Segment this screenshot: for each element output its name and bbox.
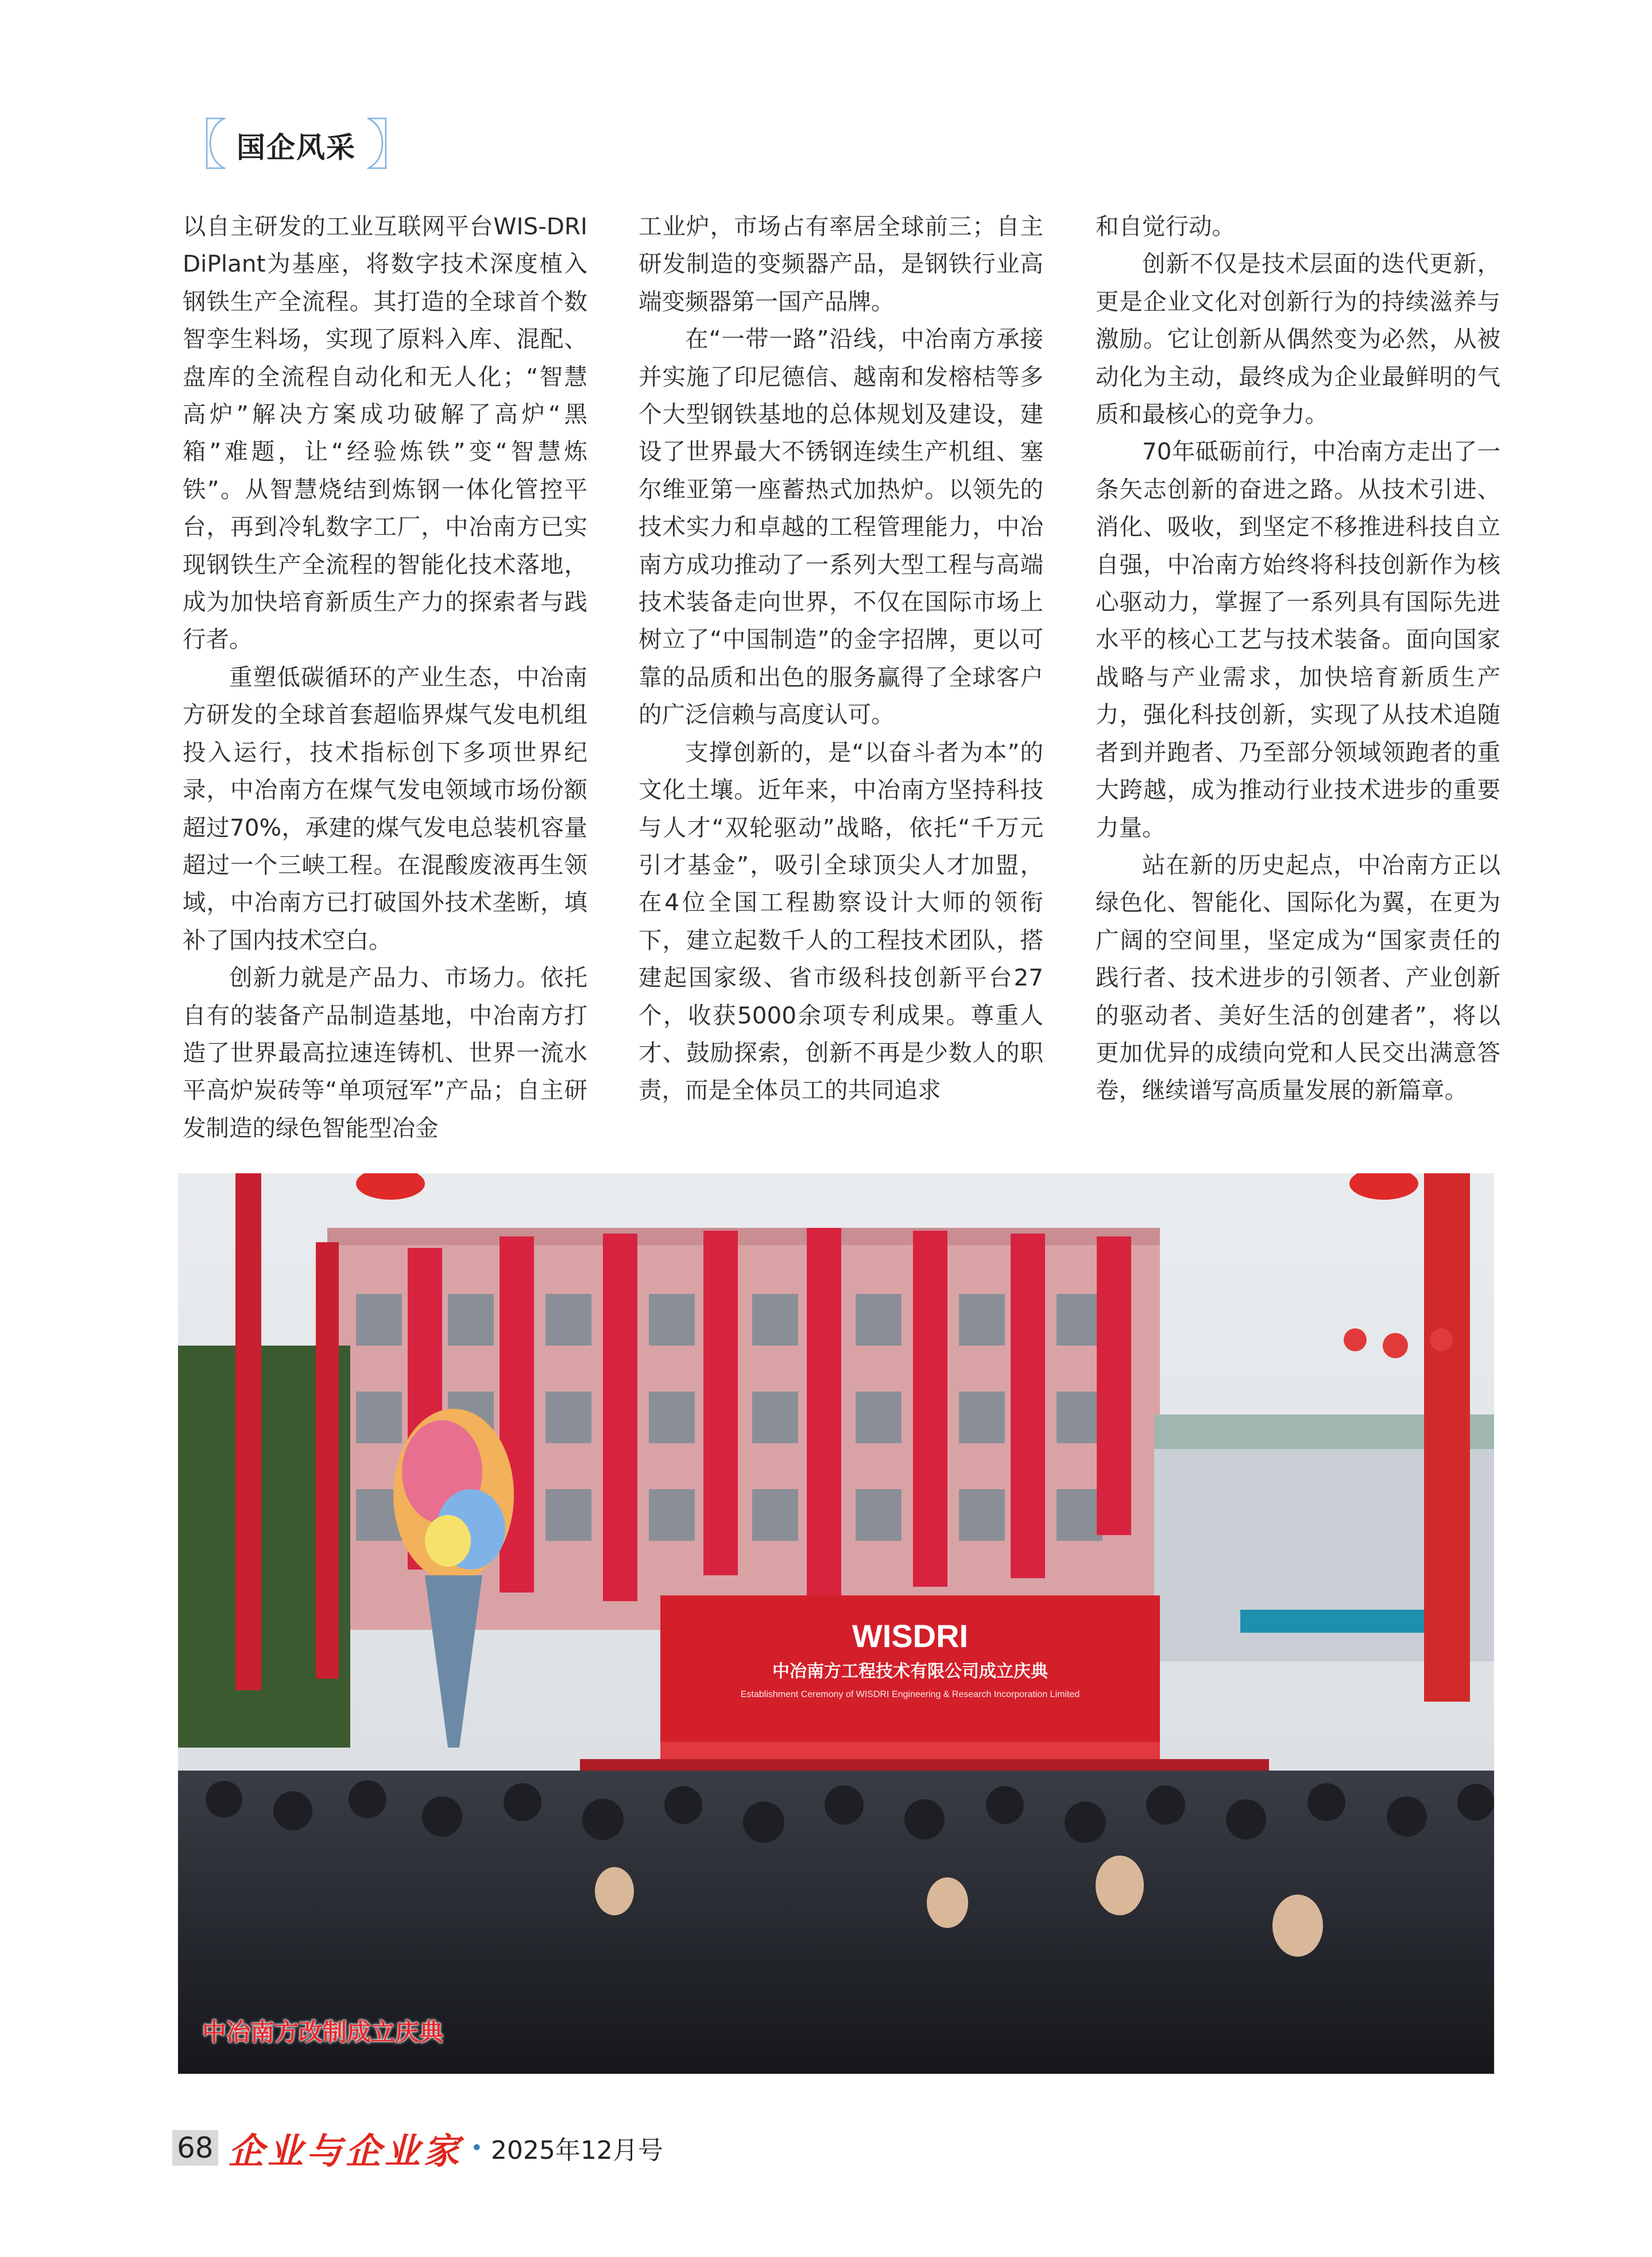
photo-illustration [178,1173,1494,2074]
paragraph: 支撑创新的，是“以奋斗者为本”的文化土壤。近年来，中冶南方坚持科技与人才“双轮驱动”战略，依托“千万元引才基金”，吸引全球顶尖人才加盟，在4位全国工程勘察设计大师的领衔下，建立起数千人的工程技术团队，搭建起国家级、省市级科技创新平台27个，收获5000余项专利成果。尊重人才、鼓励探索，创新不再是少数人的职责，而是全体员工的共同追求 [639,738,1043,1104]
page-number: 68 [172,2130,218,2166]
paragraph: 和自觉行动。 [1096,212,1235,240]
paragraph: 70年砥砺前行，中冶南方走出了一条矢志创新的奋进之路。从技术引进、消化、吸收，到坚定不移推进科技自立自强，中冶南方始终将科技创新作为核心驱动力，掌握了一系列具有国际先进水平的核心工艺与技术装备。面向国家战略与产业需求，加快培育新质生产力，强化科技创新，实现了从技术追随者到并跑者、乃至部分领域领跑者的重大跨越，成为推动行业技术进步的重要力量。 [1096,438,1500,841]
ceremony-photo [178,1173,1494,2074]
section-title: 国企风采 [237,131,356,164]
page-footer [172,2125,663,2171]
paragraph: 创新力就是产品力、市场力。依托自有的装备产品制造基地，中冶南方打造了世界最高拉速连铸机、世界一流水平高炉炭砖等“单项冠军”产品；自主研发制造的绿色智能型冶金 [183,964,587,1142]
paragraph: 工业炉，市场占有率居全球前三；自主研发制造的变频器产品，是钢铁行业高端变频器第一国产品牌。 [639,212,1043,315]
bracket-right: 〗 [365,113,420,177]
issue-label: 2025年12月号 [490,2136,663,2165]
text-column-2 [639,208,1043,1110]
stage-subtitle: Establishment Ceremony of WISDRI Engineering & Research Incorporation Limited [740,1690,1080,1699]
paragraph: 创新不仅是技术层面的迭代更新，更是企业文化对创新行为的持续滋养与激励。它让创新从偶然变为必然，从被动化为主动，最终成为企业最鲜明的气质和最核心的竞争力。 [1096,250,1500,428]
paragraph: 在“一带一路”沿线，中冶南方承接并实施了印尼德信、越南和发榕桔等多个大型钢铁基地的总体规划及建设，建设了世界最大不锈钢连续生产机组、塞尔维亚第一座蓄热式加热炉。以领先的技术实力和卓越的工程管理能力，中冶南方成功推动了一系列大型工程与高端技术装备走向世界，不仅在国际市场上树立了“中国制造”的金字招牌，更以可靠的品质和出色的服务赢得了全球客户的广泛信赖与高度认可。 [639,325,1043,729]
section-label [172,113,420,177]
bracket-left: 〖 [172,113,227,177]
photo-caption: 中冶南方改制成立庆典 [202,2018,444,2046]
magazine-name: 企业与企业家 [228,2130,463,2172]
text-column-3 [1096,208,1500,1110]
paragraph: 站在新的历史起点，中冶南方正以绿色化、智能化、国际化为翼，在更为广阔的空间里，坚定成为“国家责任的践行者、技术进步的引领者、产业创新的驱动者、美好生活的创建者”，将以更加优异的成绩向党和人民交出满意答卷，继续谱写高质量发展的新篇章。 [1096,851,1500,1104]
paragraph: 重塑低碳循环的产业生态，中冶南方研发的全球首套超临界煤气发电机组投入运行，技术指标创下多项世界纪录，中冶南方在煤气发电领域市场份额超过70%，承建的煤气发电总装机容量超过一个三峡工程。在混酸废液再生领域，中冶南方已打破国外技术垄断，填补了国内技术空白。 [183,663,587,954]
stage-logo: WISDRI [852,1618,969,1654]
text-column-1 [183,208,587,1147]
paragraph: 以自主研发的工业互联网平台WIS-DRI DiPlant为基座，将数字技术深度植入钢铁生产全流程。其打造的全球首个数智孪生料场，实现了原料入库、混配、盘库的全流程自动化和无人化；“智慧高炉”解决方案成功破解了高炉“黑箱”难题，让“经验炼铁”变“智慧炼铁”。从智慧烧结到炼钢一体化管控平台，再到冷轧数字工厂，中冶南方已实现钢铁生产全流程的智能化技术落地，成为加快培育新质生产力的探索者与践行者。 [183,212,587,654]
footer-separator: • [470,2136,483,2160]
stage-title: 中冶南方工程技术有限公司成立庆典 [772,1661,1048,1682]
